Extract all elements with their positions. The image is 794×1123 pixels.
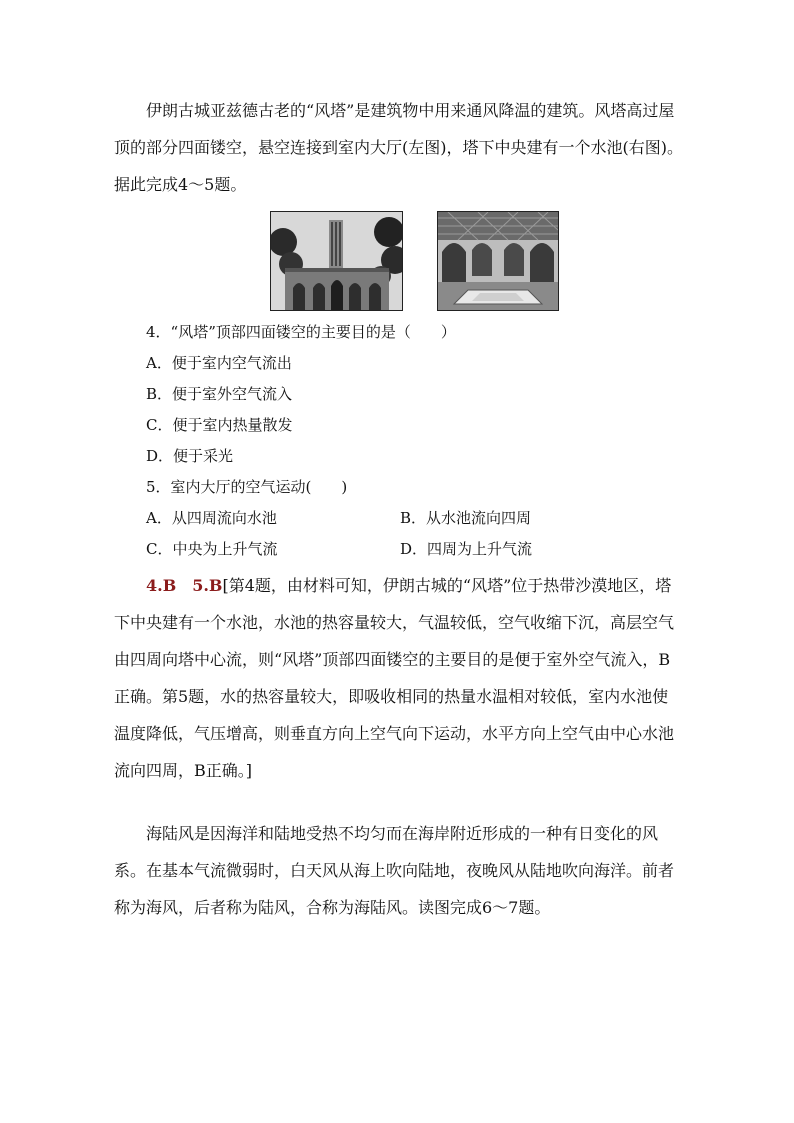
- question-4-option-a: A．便于室内空气流出: [146, 354, 292, 372]
- sea-land-breeze-passage: 海陆风是因海洋和陆地受热不均匀而在海岸附近形成的一种有日变化的风系。在基本气流微弱时，白天风从海上吹向陆地，夜晚风从陆地吹向海洋。前者称为海风，后者称为陆风，合称为海陆风。读图完成6～7题。: [114, 824, 675, 917]
- question-5-option-c: C．中央为上升气流: [146, 540, 278, 558]
- answer-explanation: [114, 567, 684, 789]
- question-5-option-d: D．四周为上升气流: [400, 540, 533, 558]
- wind-tower-photo: [270, 211, 403, 311]
- water-pool-photo: [437, 211, 559, 311]
- figures: [0, 211, 794, 311]
- question-5-option-a: A．从四周流向水池: [146, 509, 277, 527]
- question-5-stem: 5．室内大厅的空气运动( ): [146, 478, 348, 496]
- question-4-option-d: D．便于采光: [146, 447, 234, 465]
- question-5-option-b: B．从水池流向四周: [400, 509, 532, 527]
- answer-text: [第4题，由材料可知，伊朗古城的“风塔”位于热带沙漠地区，塔下中央建有一个水池，水池的热容量较大，气温较低，空气收缩下沉，高层空气由四周向塔中心流，则“风塔”顶部四面镂空的主要目的是便于室外空气流入，B正确。第5题，水的热容量较大，即吸收相同的热量水温相对较低，室内水池使温度降低，气压增高，则垂直方向上空气向下运动，水平方向上空气由中心水池流向四周，B正确。]: [114, 576, 675, 780]
- question-4-option-c: C．便于室内热量散发: [146, 416, 293, 434]
- intro-paragraph: 伊朗古城亚兹德古老的“风塔”是建筑物中用来通风降温的建筑。风塔高过屋顶的部分四面镂空，悬空连接到室内大厅(左图)，塔下中央建有一个水池(右图)。据此完成4～5题。: [114, 101, 683, 194]
- answer-key: 4.B 5.B: [146, 576, 223, 595]
- question-4-stem: 4．“风塔”顶部四面镂空的主要目的是（ ）: [146, 323, 456, 341]
- question-4-option-b: B．便于室外空气流入: [146, 385, 293, 403]
